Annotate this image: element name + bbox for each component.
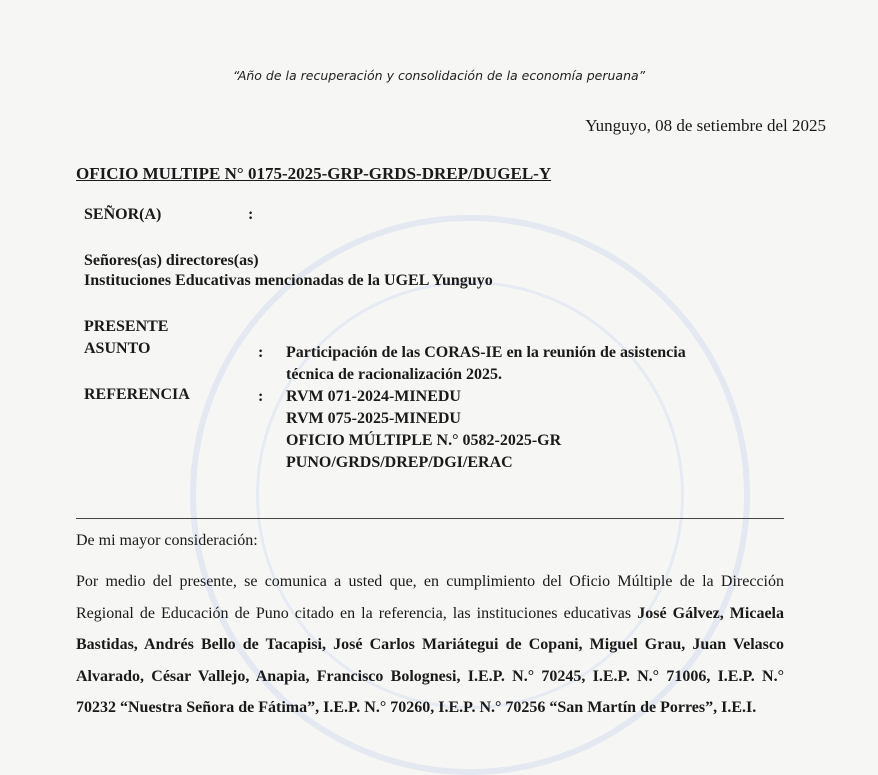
asunto-line-2: técnica de racionalización 2025. <box>286 366 502 383</box>
recipient-label: SEÑOR(A) <box>84 206 162 223</box>
recipient-line-2: Instituciones Educativas mencionadas de la UGEL Yunguyo <box>84 272 493 289</box>
asunto-line-1: Participación de las CORAS-IE en la reunión de asistencia <box>286 344 686 361</box>
greeting: De mi mayor consideración: <box>76 532 258 549</box>
referencia-label: REFERENCIA <box>84 386 190 403</box>
body-intro: Por medio del presente, se comunica a usted que, en cumplimiento del Oficio Múltiple de la Dirección Regional de Educación de Puno citado en la referencia, las instituciones educativas <box>76 573 784 622</box>
presente-label: PRESENTE <box>84 318 169 335</box>
date-line: Yunguyo, 08 de setiembre del 2025 <box>585 116 826 135</box>
asunto-colon: : <box>258 344 264 361</box>
referencia-item: OFICIO MÚLTIPLE N.° 0582-2025-GR <box>286 432 562 449</box>
recipient-colon: : <box>248 206 254 223</box>
oficio-title: OFICIO MULTIPE N° 0175-2025-GRP-GRDS-DREP/DUGEL-Y <box>76 164 552 183</box>
asunto-label: ASUNTO <box>84 340 151 357</box>
recipient-line-1: Señores(as) directores(as) <box>84 252 259 269</box>
body-paragraph <box>76 566 784 724</box>
year-motto: “Año de la recuperación y consolidación de la economía peruana” <box>232 68 646 83</box>
referencia-item: PUNO/GRDS/DREP/DGI/ERAC <box>286 454 513 471</box>
body-institutions: José Gálvez, Micaela Bastidas, Andrés Bello de Tacapisi, José Carlos Mariátegui de Copani, Miguel Grau, Juan Velasco Alvarado, César Vallejo, Anapia, Francisco Bolognesi, I.E.P. N.° 70245, I.E.P. N.° 71006, I.E.P. N.° 70232 “Nuestra Señora de Fátima”, I.E.P. N.° 70260, I.E.P. N.° 70256 “San Martín de Porres”, I.E.I. <box>76 604 784 716</box>
separator-line <box>76 518 784 519</box>
referencia-item: RVM 071-2024-MINEDU <box>286 388 461 405</box>
referencia-item: RVM 075-2025-MINEDU <box>286 410 461 427</box>
referencia-colon: : <box>258 388 264 405</box>
